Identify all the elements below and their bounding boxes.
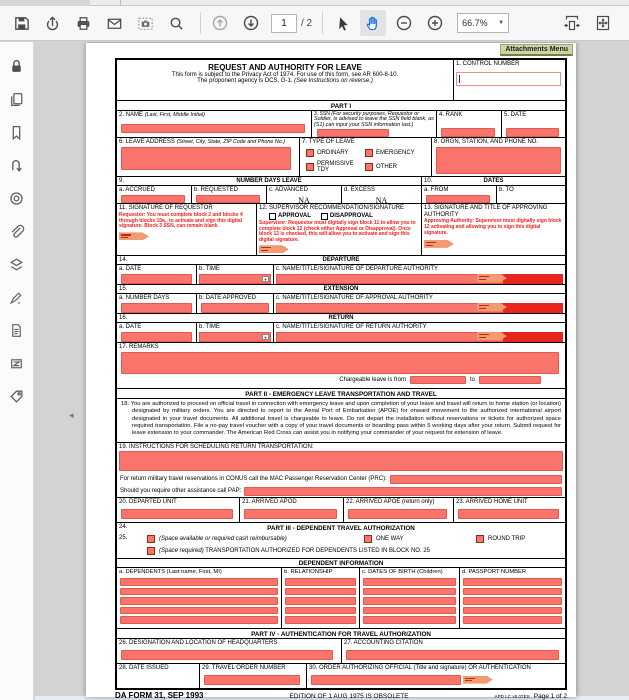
approval-authority-label: c. NAME/TITLE/SIGNATURE OF APPROVAL AUTHORITY [276, 295, 433, 301]
dates-header [422, 177, 565, 185]
extension-header [117, 284, 565, 293]
return-authority-block [274, 322, 565, 342]
departed-unit-block [117, 498, 240, 522]
sign-here-badge[interactable] [259, 245, 289, 253]
ssn-input[interactable] [317, 129, 389, 137]
rank-block [437, 111, 502, 137]
document-canvas [35, 42, 629, 700]
approving-authority-note: Approving Authority: Supervisor must digitally sign block 12 activating and allowing you to sign this digital signature. [424, 218, 562, 236]
zoom-out-button[interactable] [391, 10, 417, 36]
signature-pen-icon [8, 289, 25, 306]
dependents-column [117, 576, 282, 628]
email-icon [105, 14, 124, 33]
print-icon [74, 14, 93, 33]
zoom-level-select[interactable] [457, 13, 509, 33]
tags-panel-button[interactable] [5, 384, 29, 408]
layers-panel-button[interactable] [5, 252, 29, 276]
toolbar-divider [322, 12, 323, 34]
attachments-panel-button[interactable] [5, 219, 29, 243]
fit-page-icon [593, 13, 613, 33]
travel-order-number-label: 29. TRAVEL ORDER NUMBER [202, 665, 286, 671]
round-trip-label: ROUND TRIP [488, 536, 526, 542]
return-date-label: a. DATE [119, 324, 142, 330]
leave-address-block [117, 138, 300, 176]
extension-label: EXTENSION [323, 286, 359, 292]
supervisor-recommendation-block [257, 204, 422, 255]
accrued-label: a. ACCRUED [119, 187, 156, 193]
requested-label: b. REQUESTED [194, 187, 239, 193]
part2-header: PART II - EMERGENCY LEAVE TRANSPORTATION AND TRAVEL [117, 388, 565, 398]
rank-input[interactable] [441, 128, 495, 137]
save-button[interactable] [8, 10, 34, 36]
collapse-pane-arrow[interactable]: ◂ [69, 410, 74, 420]
ordinary-label: ORDINARY [317, 149, 349, 156]
dependent-information-header: DEPENDENT INFORMATION [117, 558, 565, 567]
snapshot-button[interactable] [132, 10, 158, 36]
dates-of-birth-column-header: c. DATES OF BIRTH (Children) [360, 568, 460, 576]
prc-line [117, 473, 565, 485]
text-cursor [459, 75, 460, 83]
remarks-label: 17. REMARKS [119, 344, 159, 350]
chargeable-to-label: to [469, 376, 475, 383]
bookmarks-icon [8, 124, 25, 141]
previous-page-button[interactable] [207, 10, 233, 36]
departed-unit-label: 20. DEPARTED UNIT [119, 499, 177, 505]
date-input[interactable] [506, 128, 559, 137]
passport-number-input[interactable] [463, 578, 562, 586]
passport-number-input[interactable] [463, 597, 562, 605]
extension-days-input[interactable] [121, 303, 192, 313]
departed-unit-input[interactable] [121, 509, 233, 519]
departure-time-block [197, 264, 274, 284]
edition-note: EDITION OF 1 AUG 1975 IS OBSOLETE [289, 693, 409, 700]
requestor-signature-label: 11. SIGNATURE OF REQUESTOR [119, 205, 213, 211]
instructions-label-row [117, 442, 565, 451]
date-issued-label: 28. DATE ISSUED [119, 665, 169, 671]
advanced-value: NA [298, 195, 310, 203]
disapproval-label: DISAPPROVAL [329, 213, 373, 220]
from-date-block [422, 186, 497, 203]
ssn-block [312, 111, 437, 137]
part3-header [117, 522, 565, 532]
dependent-name-input[interactable] [120, 588, 278, 596]
signature-field-dark[interactable] [503, 274, 563, 284]
emergency-checkbox[interactable] [365, 149, 373, 157]
arrived-home-unit-input[interactable] [458, 509, 559, 519]
toolbar-divider [200, 12, 201, 34]
block10-number: 10. [424, 178, 433, 184]
chargeable-from-label: Chargeable leave is from [339, 376, 406, 383]
page-number-input[interactable] [271, 14, 297, 33]
content-panel-button[interactable] [5, 318, 29, 342]
passport-number-column-header: d. PASSPORT NUMBER [462, 569, 527, 575]
other-checkbox[interactable] [365, 163, 373, 171]
name-block [117, 111, 312, 137]
arrived-home-unit-label: 23. ARRIVED HOME UNIT [456, 499, 528, 505]
departure-authority-signature-input[interactable] [276, 274, 563, 284]
security-panel-button[interactable] [5, 54, 29, 78]
print-button[interactable] [70, 10, 96, 36]
arrived-apoe-block [344, 498, 454, 522]
part1-header: PART I [117, 100, 565, 110]
arrived-apoe-input[interactable] [348, 509, 447, 519]
form-fields-icon [8, 355, 25, 372]
name-label: 2. NAME [119, 112, 144, 118]
date-label: 5. DATE [504, 112, 527, 118]
travel-order-number-input[interactable] [204, 675, 300, 685]
departure-date-label: a. DATE [119, 266, 142, 272]
chargeable-from-input[interactable] [410, 376, 466, 384]
upload-icon [43, 14, 62, 33]
form-footer [115, 691, 567, 700]
round-trip-checkbox[interactable] [476, 535, 484, 543]
relationship-input[interactable] [285, 607, 356, 615]
relationship-column [282, 576, 360, 628]
arrived-apod-block [240, 498, 344, 522]
departure-time-label: b. TIME [199, 266, 220, 272]
requested-block [192, 186, 267, 203]
zoom-out-icon [394, 13, 414, 33]
zoom-in-icon [425, 13, 445, 33]
date-of-birth-input[interactable] [363, 597, 456, 605]
space-required-checkbox[interactable] [147, 547, 155, 555]
block18-number: 18. [121, 401, 130, 407]
control-number-block [454, 60, 565, 100]
from-label: a. FROM [424, 187, 449, 193]
name-input[interactable] [121, 124, 305, 133]
prc-input[interactable] [390, 475, 562, 484]
zoom-level-value: 66.7% [462, 18, 488, 28]
date-issued-block [117, 664, 200, 688]
dropdown-arrow-icon[interactable]: ▾ [262, 276, 269, 283]
headquarters-block [117, 639, 342, 663]
security-lock-icon [8, 58, 25, 75]
departure-authority-block [274, 264, 565, 284]
instructions-input[interactable] [119, 451, 563, 471]
fields-panel-button[interactable] [5, 351, 29, 375]
rank-label: 4. RANK [439, 112, 463, 118]
arrived-apod-label: 21. ARRIVED APOD [242, 499, 297, 505]
page-thumbnails-icon [8, 91, 25, 108]
advanced-label: c. ADVANCED [269, 187, 308, 193]
requestor-signature-block [117, 204, 257, 255]
date-of-birth-input[interactable] [363, 588, 456, 596]
hand-tool-button[interactable] [360, 10, 386, 36]
control-number-input[interactable] [456, 72, 561, 86]
signature-field-dark[interactable] [503, 303, 563, 313]
orgn-station-input[interactable] [436, 147, 561, 174]
approval-authority-signature-input[interactable] [276, 303, 563, 313]
toolbar-right-group [559, 10, 621, 36]
attachments-menu-button[interactable]: Attachments Menu [500, 44, 573, 56]
sign-here-badge[interactable] [119, 232, 149, 240]
order-authorizing-input[interactable] [311, 675, 461, 685]
dependent-travel-options [117, 532, 565, 558]
date-block [502, 111, 565, 137]
emergency-travel-notice [117, 398, 565, 442]
instructions-label: 19. INSTRUCTIONS FOR SCHEDULING RETURN TRANSPORTATION: [119, 444, 314, 450]
signatures-panel-button[interactable] [5, 285, 29, 309]
approval-authority-block [274, 293, 565, 313]
return-time-label: b. TIME [199, 324, 220, 330]
passport-number-input[interactable] [463, 588, 562, 596]
arrived-apod-input[interactable] [244, 509, 337, 519]
pap-label: Should you require other assistance call PAP: [120, 488, 242, 494]
arrived-apoe-label: 22. ARRIVED APOE (return only) [346, 499, 435, 505]
form-header [117, 60, 454, 100]
da-form-31 [115, 58, 567, 690]
number-days-leave-label: NUMBER DAYS LEAVE [236, 178, 302, 184]
accrued-input[interactable] [121, 195, 185, 203]
departure-header [117, 255, 565, 264]
headquarters-label: 26. DESIGNATION AND LOCATION OF HEADQUARTERS [119, 640, 278, 646]
dependent-name-input[interactable] [120, 597, 278, 605]
remarks-block [117, 342, 565, 388]
return-time-block [197, 322, 274, 342]
accrued-block [117, 186, 192, 203]
accounting-citation-label: 27. ACCOUNTING CITATION [344, 640, 423, 646]
proponent-line: The proponent agency is DCS, G-1. [197, 78, 293, 84]
block24-number: 24. [119, 524, 128, 530]
leave-address-input[interactable] [121, 147, 291, 170]
to-label: b. TO [499, 187, 514, 193]
zoom-in-button[interactable] [422, 10, 448, 36]
advanced-block [267, 186, 342, 203]
relationship-column-header: b. RELATIONSHIP [282, 568, 360, 576]
departure-date-block [117, 264, 197, 284]
dependent-name-input[interactable] [120, 578, 278, 586]
return-authority-label: c. NAME/TITLE/SIGNATURE OF RETURN AUTHORITY [276, 324, 427, 330]
destinations-target-icon [8, 190, 25, 207]
fit-width-icon [562, 13, 582, 33]
part4-header: PART IV - AUTHENTICATION FOR TRAVEL AUTHORIZATION [117, 628, 565, 638]
relationship-input[interactable] [285, 578, 356, 586]
snapshot-camera-icon [136, 14, 155, 33]
paperclip-icon [8, 223, 25, 240]
form-id-label: DA FORM 31, SEP 1993 [115, 691, 204, 700]
dependents-column-header: a. DEPENDENTS (Last name, First, MI) [117, 568, 282, 576]
space-required-prefix: (Space required) [159, 548, 204, 554]
relationship-input[interactable] [285, 588, 356, 596]
approval-checkbox[interactable] [269, 213, 276, 220]
passport-number-input[interactable] [463, 616, 562, 624]
dependent-name-input[interactable] [120, 607, 278, 615]
signature-field-dark[interactable] [503, 332, 563, 342]
next-page-button[interactable] [238, 10, 264, 36]
requested-input[interactable] [196, 195, 260, 203]
article-thread-icon [8, 157, 25, 174]
block9-number: 9. [119, 178, 125, 184]
departure-time-input[interactable] [199, 274, 271, 284]
name-hint: (Last, First, Middle Initial) [144, 112, 205, 118]
space-available-checkbox[interactable] [147, 535, 155, 543]
form-title: REQUEST AND AUTHORITY FOR LEAVE [208, 63, 362, 72]
block16-number: 16. [119, 315, 128, 321]
fit-width-button[interactable] [559, 10, 585, 36]
excess-block [342, 186, 422, 203]
orgn-station-label: 8. ORGN, STATION, AND PHONE NO. [434, 139, 539, 145]
part3-title: PART III - DEPENDENT TRAVEL AUTHORIZATION [267, 524, 415, 532]
next-page-icon [241, 13, 261, 33]
pap-line [117, 485, 565, 497]
chevron-down-icon: ▼ [498, 20, 505, 26]
extension-days-label: a. NUMBER DAYS [119, 295, 170, 301]
space-available-label: (Space available or required cash reimbursable) [159, 536, 287, 542]
return-date-block [117, 322, 197, 342]
departure-date-input[interactable] [121, 274, 192, 284]
excess-value: NA [375, 195, 388, 203]
pdf-page [86, 43, 576, 700]
type-of-leave-label: 7. TYPE OF LEAVE [302, 139, 355, 145]
dates-of-birth-column [360, 576, 460, 628]
sign-here-badge[interactable] [463, 676, 493, 684]
one-way-checkbox[interactable] [364, 535, 372, 543]
return-header [117, 313, 565, 322]
approving-authority-label: 13. SIGNATURE AND TITLE OF APPROVING AUTHORITY [424, 205, 548, 218]
emergency-label: EMERGENCY [376, 149, 415, 156]
leave-address-hint: (Street, City, State, ZIP Code and Phone No.) [176, 139, 286, 145]
toolbar [0, 6, 629, 41]
date-of-birth-input[interactable] [363, 607, 456, 615]
navigation-pane-strip [0, 42, 34, 700]
select-tool-button[interactable] [329, 10, 355, 36]
other-label: OTHER [376, 163, 397, 170]
return-time-input[interactable] [199, 332, 271, 342]
arrived-home-unit-block [454, 498, 565, 522]
block15-number: 15. [119, 286, 128, 292]
articles-panel-button[interactable] [5, 153, 29, 177]
control-number-label: 1. CONTROL NUMBER [456, 61, 520, 67]
dates-label: DATES [483, 178, 504, 184]
departure-authority-label: c. NAME/TITLE/SIGNATURE OF DEPARTURE AUTHORITY [276, 266, 439, 272]
page-indicator: Page 1 of 2 [533, 693, 567, 700]
orgn-station-block [432, 138, 565, 176]
relationship-input[interactable] [285, 597, 356, 605]
block18-text: You are authorized to proceed on official travel in connection with emergency leave and upon completion of your leave and travel will return to home station (or location) designated by military orders. You are directed to report to the Aerial Port of Embarkation (APOE) for onward movement to the authorized international airport designated in your travel documents. All additional travel is chargeable to leave. Do not depart the installation without reservations or tickets for authorized space required transportation. File a no-pay travel voucher with a copy of your travel documents or boarding pass within 5 working days after your return. Submit request for leave extension to your commander. The American Red Cross can assist you in notifying your commander of your request for extension of leave. [130, 401, 561, 437]
permissive-tdy-checkbox[interactable] [306, 163, 314, 171]
supervisor-recommendation-label: 12. SUPERVISOR RECOMMENDATION/SIGNATURE [259, 205, 405, 211]
layers-icon [8, 256, 25, 273]
approval-label: APPROVAL [278, 213, 311, 220]
block25-number: 25. [119, 535, 128, 541]
save-icon [12, 14, 31, 33]
instructions-area-row [117, 451, 565, 473]
extension-days-block [117, 293, 197, 313]
sign-here-badge[interactable] [424, 240, 454, 248]
relationship-input[interactable] [285, 616, 356, 624]
from-date-input[interactable] [426, 195, 490, 203]
approving-authority-block [422, 204, 565, 255]
return-authority-signature-input[interactable] [276, 332, 563, 342]
privacy-act-line: This form is subject to the Privacy Act of 1974. For use of this form, see AR 600-8-10. [171, 72, 399, 78]
accounting-citation-input[interactable] [346, 650, 559, 660]
dropdown-arrow-icon[interactable]: ▾ [262, 334, 269, 341]
space-required-label: TRANSPORTATION AUTHORIZED FOR DEPENDENTS LISTED IN BLOCK NO. 25 [203, 548, 430, 554]
prc-label: For return military travel reservations in CONUS call the MAC Passenger Reservation Center (PRC): [120, 476, 387, 482]
date-of-birth-input[interactable] [363, 578, 456, 586]
search-button[interactable] [163, 10, 189, 36]
order-authorizing-block [307, 664, 565, 688]
travel-order-number-block [200, 664, 307, 688]
ordinary-checkbox[interactable] [306, 149, 314, 157]
accounting-citation-block [342, 639, 565, 663]
number-days-leave-header [117, 177, 422, 185]
select-cursor-icon [333, 14, 352, 33]
headquarters-input[interactable] [121, 650, 333, 660]
remarks-input[interactable] [121, 352, 559, 374]
departure-label: DEPARTURE [322, 257, 360, 263]
pap-input[interactable] [244, 487, 562, 496]
fit-page-button[interactable] [590, 10, 616, 36]
leave-address-label: 6. LEAVE ADDRESS [119, 139, 175, 145]
dependent-name-input[interactable] [120, 616, 278, 624]
hand-tool-icon [363, 13, 383, 33]
requestor-note: Requestor: You must complete block 2 and blocks 4 through blocks 10a., to activate and sign this digital signature. Block 3 SSN, can remain blank. [119, 211, 243, 230]
previous-page-icon [210, 13, 230, 33]
return-label: RETURN [328, 315, 354, 321]
upload-button[interactable] [39, 10, 65, 36]
search-icon [167, 14, 186, 33]
block14-number: 14. [119, 257, 128, 263]
to-date-block [497, 186, 565, 203]
type-of-leave-block [300, 138, 432, 176]
excess-label: d. EXCESS [344, 187, 376, 193]
chargeable-to-input[interactable] [479, 376, 541, 384]
one-way-label: ONE WAY [376, 536, 404, 542]
return-date-input[interactable] [121, 332, 192, 342]
page-thumbnails-button[interactable] [5, 87, 29, 111]
page-count-label: / 2 [301, 17, 313, 29]
permissive-tdy-label: PERMISSIVE TDY [317, 160, 354, 173]
document-icon [8, 322, 25, 339]
extension-date-approved-block [197, 293, 274, 313]
order-authorizing-label: 30. ORDER AUTHORIZING OFFICIAL (Title and signature) OR AUTHENTICATION [309, 665, 531, 671]
destinations-panel-button[interactable] [5, 186, 29, 210]
extension-date-approved-input[interactable] [201, 303, 269, 313]
ssn-hint: (For security purposes, Requestor or Soldier, is advised to leave the SSN field blank, as (S1) can input your SSN information last.) [314, 111, 434, 128]
disapproval-checkbox[interactable] [321, 213, 328, 220]
passport-number-column [460, 576, 565, 628]
proponent-note: (See Instructions on reverse.) [294, 78, 373, 84]
passport-number-input[interactable] [463, 607, 562, 615]
date-of-birth-input[interactable] [363, 616, 456, 624]
bookmarks-panel-button[interactable] [5, 120, 29, 144]
email-button[interactable] [101, 10, 127, 36]
ssn-label: 3. SSN [314, 111, 330, 117]
supervisor-note: Supervisor: Requestor must digitally sign block 11 to allow you to complete block 12 (check either Approval or Disapproval). Once block 12 is checked, this will allow you to activate and sign this digital signature. [259, 219, 416, 244]
apd-version-label: APD LC v5.07ES [494, 694, 530, 699]
extension-date-approved-label: b. DATE APPROVED [199, 295, 256, 301]
tag-icon [8, 388, 25, 405]
